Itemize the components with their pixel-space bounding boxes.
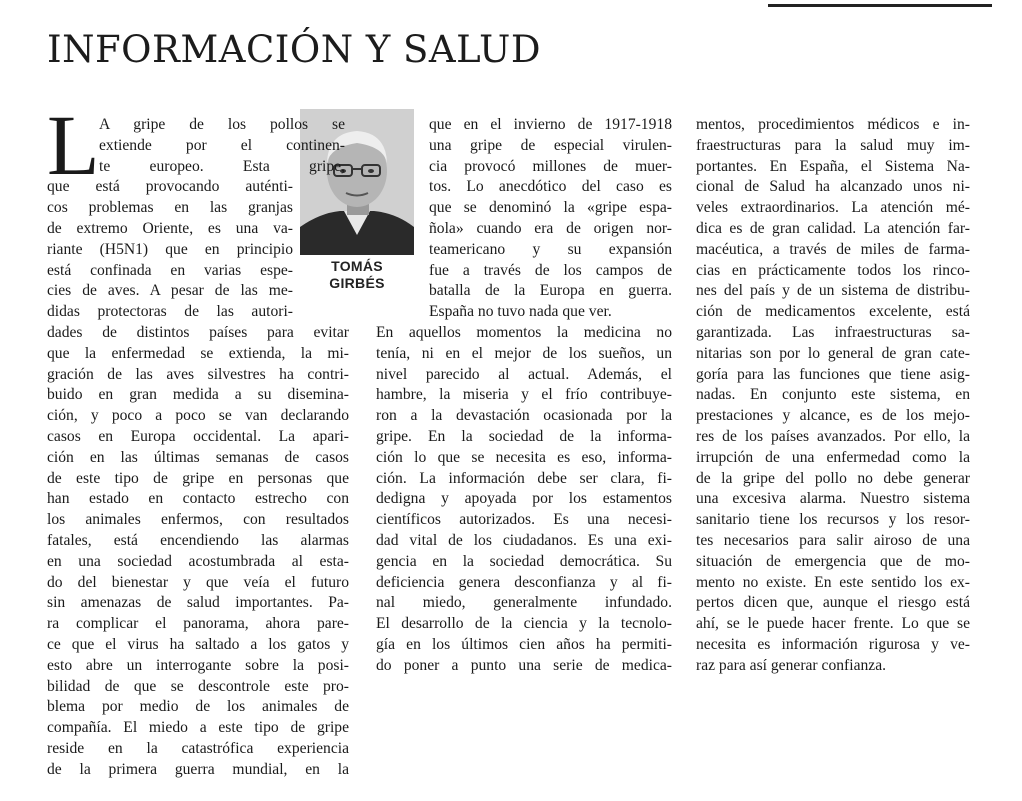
text-line: casos en Europa occidental. La apari- — [47, 427, 349, 445]
text-line: cias en prácticamente todos los rinco- — [696, 261, 970, 279]
text-line: blema por medio de los animales de — [47, 698, 349, 716]
article-column-1 — [47, 97, 349, 781]
text-line: gía en los últimos cien años ha permiti- — [376, 635, 672, 653]
text-line: macéutica, a través de miles de farma- — [696, 240, 970, 258]
text-line: España no tuvo nada que ver. — [429, 303, 612, 321]
text-line: A gripe de los pollos se — [99, 116, 345, 133]
text-line: han estado en contacto estrecho con — [47, 490, 349, 508]
text-line: dica es de gran calidad. La atención far- — [696, 219, 970, 237]
text-line: cies de aves. A pesar de las me- — [47, 282, 293, 300]
text-line: que la enfermedad se extienda, la mi- — [47, 344, 349, 362]
text-line: irrupción de una enfermedad como la — [696, 448, 970, 466]
text-line: tenía, ni en el mejor de los sueños, un — [376, 344, 672, 362]
text-line: esto abre un interrogante sobre la posi- — [47, 656, 349, 674]
text-line: reside en la catastrófica experiencia — [47, 739, 349, 757]
text-line: de este tipo de gripe en personas que — [47, 469, 349, 487]
text-line: prestaciones y alcance, es de los mejo- — [696, 407, 970, 425]
text-line: fraestructuras para la salud muy im- — [696, 136, 970, 154]
author-first-name: TOMÁS — [331, 258, 383, 274]
text-line: cos problemas en las granjas — [47, 199, 293, 217]
top-rule — [768, 4, 992, 7]
text-line: gencia en la sociedad democrática. Su — [376, 552, 672, 570]
text-line: mentos, procedimientos médicos e in- — [696, 116, 970, 133]
headline: INFORMACIÓN Y SALUD — [47, 28, 542, 71]
text-line: dades de distintos países para evitar — [47, 323, 349, 341]
text-line: riante (H5N1) que en principio — [47, 240, 293, 258]
text-line: ce que el virus ha saltado a los gatos y — [47, 635, 349, 653]
text-line: teamericano y su expansión — [429, 240, 672, 258]
text-line: una gripe de especial virulen- — [429, 136, 672, 154]
text-line: bilidad de que se descontrole este pro- — [47, 677, 349, 695]
text-line: ñola» cuando era de origen nor- — [429, 219, 672, 237]
article-column-2 — [376, 115, 672, 677]
text-line: de extremo Oriente, es una va- — [47, 219, 293, 237]
text-line: buido en gran medida a su disemina- — [47, 386, 349, 404]
text-line: sin amenazas de salud importantes. Pa- — [47, 594, 349, 612]
text-line: nitarias son por lo general de gran cate- — [696, 344, 970, 362]
text-line: garantizada. Las infraestructuras sa- — [696, 323, 970, 341]
text-line: fatales, está encendiendo las alarmas — [47, 531, 349, 549]
text-line: tos. Lo anecdótico del caso es — [429, 178, 672, 196]
text-line: de la gripe del pollo no debe generar — [696, 469, 970, 487]
text-line: compañía. El miedo a este tipo de gripe — [47, 719, 349, 737]
text-line: batalla de la Europa en guerra. — [429, 282, 672, 300]
article-column-3 — [696, 115, 970, 677]
text-line: ción lo que se necesita es eso, informa- — [376, 448, 672, 466]
text-line: que está provocando auténti- — [47, 178, 293, 196]
text-line: ron a la devastación ocasionada por la — [376, 407, 672, 425]
text-line: los animales enfermos, con resultados — [47, 511, 349, 529]
text-line: nes del país y de un sistema de distribu- — [696, 282, 970, 300]
text-line: gripe. En la sociedad de la informa- — [376, 427, 672, 445]
text-line: En aquellos momentos la medicina no — [376, 323, 672, 341]
text-line: situación de emergencia que de mo- — [696, 552, 970, 570]
text-line: cia provocó millones de muer- — [429, 157, 672, 175]
text-line: te europeo. Esta gripe, — [99, 157, 345, 175]
text-line: cional de Salud ha alcanzado unos ni- — [696, 178, 970, 196]
text-line: en una sociedad acostumbrada al esta- — [47, 552, 349, 570]
drop-cap: L — [47, 97, 100, 193]
text-line: nal miedo, generalmente infundado. — [376, 594, 672, 612]
text-line: goría para las funciones que tiene asig- — [696, 365, 970, 383]
text-line: deficiencia genera desconfianza y al fi- — [376, 573, 672, 591]
text-line: do del bienestar y que veía el futuro — [47, 573, 349, 591]
text-line: didas protectoras de las autori- — [47, 303, 293, 321]
text-line: fue a través de los campos de — [429, 261, 672, 279]
text-line: ra complicar el panorama, ahora pare- — [47, 615, 349, 633]
text-line: ción, y poco a poco se van declarando — [47, 407, 349, 425]
text-line: tes necesarios para salir airoso de una — [696, 531, 970, 549]
text-line: ahí, se le puede hacer frente. Lo que se — [696, 615, 970, 633]
text-line: ción en las últimas semanas de casos — [47, 448, 349, 466]
text-line: dad vital de los ciudadanos. Es una exi- — [376, 531, 672, 549]
text-line: científicos autorizados. Es una necesi- — [376, 511, 672, 529]
text-line: veles extraordinarios. La atención mé- — [696, 199, 970, 217]
text-line: raz para así generar confianza. — [696, 656, 887, 674]
text-line: El desarrollo de la ciencia y la tecnolo- — [376, 615, 672, 633]
text-line: ción. La información debe ser clara, fi- — [376, 469, 672, 487]
text-line: sanitario tiene los recursos y los resor- — [696, 511, 970, 529]
text-line: portantes. En España, el Sistema Na- — [696, 157, 970, 175]
text-line: está confinada en varias espe- — [47, 261, 293, 279]
text-line: ción de medicamentos excelente, está — [696, 303, 970, 321]
text-line: de la primera guerra mundial, en la — [47, 760, 349, 778]
text-line: hambre, la miseria y el frío contribuye- — [376, 386, 672, 404]
text-line: pertos dicen que, aunque el riesgo está — [696, 594, 970, 612]
text-line: que se denominó la «gripe espa- — [429, 199, 672, 217]
text-line: do poner a punto una serie de medica- — [376, 656, 672, 674]
author-last-name: GIRBÉS — [329, 275, 385, 291]
text-line: nadas. En conjunto este sistema, en — [696, 386, 970, 404]
text-line: gración de las aves silvestres ha contri- — [47, 365, 349, 383]
text-line: necesita es información rigurosa y ve- — [696, 635, 970, 653]
text-line: extiende por el continen- — [99, 136, 345, 154]
text-line: nivel parecido al actual. Además, el — [376, 365, 672, 383]
text-line: una excesiva alarma. Nuestro sistema — [696, 490, 970, 508]
text-line: que en el invierno de 1917-1918 — [429, 116, 672, 133]
text-line: dedigna y apoyada por los estamentos — [376, 490, 672, 508]
text-line: mento no existe. En este sentido los ex- — [696, 573, 970, 591]
text-line: res de los países avanzados. Por ello, la — [696, 427, 970, 445]
